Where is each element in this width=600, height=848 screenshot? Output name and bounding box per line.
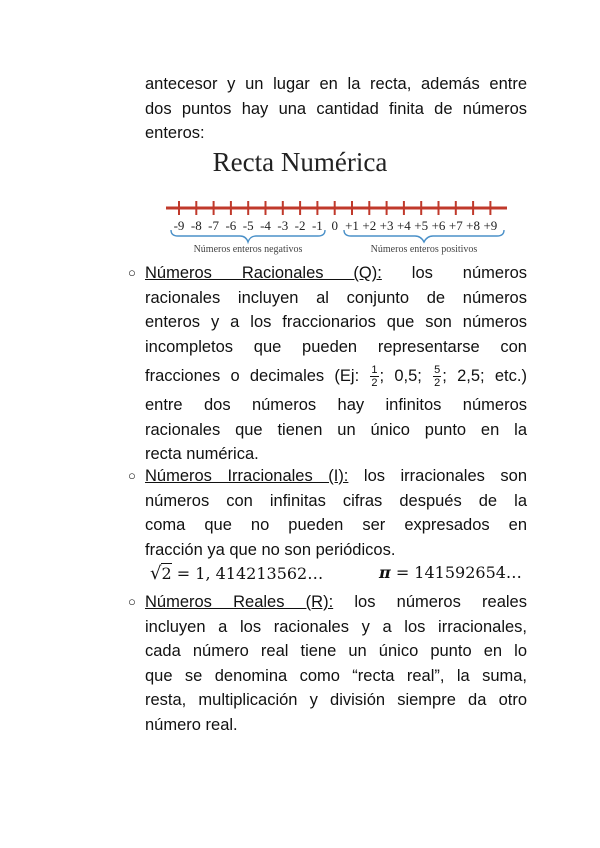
pi-value: = 141592654… bbox=[395, 563, 522, 582]
sqrt-value: = 1, 414213562… bbox=[176, 564, 324, 583]
number-line-label: -9 bbox=[173, 218, 185, 233]
number-line-label: -2 bbox=[294, 218, 306, 233]
irracionales-line: números con infinitas cifras después de la bbox=[145, 491, 527, 510]
number-line-label: -1 bbox=[311, 218, 323, 233]
reales-line: que se denomina como “recta real”, la suma, bbox=[145, 666, 527, 685]
racionales-text: fracciones o decimales (Ej: bbox=[145, 367, 360, 385]
number-line-label: +9 bbox=[483, 218, 498, 233]
number-line-label: -6 bbox=[225, 218, 237, 233]
pi-symbol: π bbox=[379, 563, 391, 582]
number-line-label: +3 bbox=[379, 218, 394, 233]
racionales-text: los números bbox=[411, 264, 528, 282]
sqrt-expression bbox=[150, 563, 323, 584]
bullet-icon: ○ bbox=[128, 468, 136, 483]
negative-caption: Números enteros negativos bbox=[193, 244, 303, 255]
racionales-text: ; 0,5; bbox=[379, 367, 422, 385]
number-line-label: +8 bbox=[466, 218, 481, 233]
figure-title: Recta Numérica bbox=[212, 147, 388, 177]
sqrt-radicand: 2 bbox=[161, 564, 172, 583]
number-line-label: +4 bbox=[396, 218, 411, 233]
racionales-line: enteros y a los fraccionarios que son números bbox=[145, 313, 527, 331]
pi-expression bbox=[379, 563, 522, 582]
number-line-label: -8 bbox=[190, 218, 202, 233]
bullet-icon: ○ bbox=[128, 265, 136, 280]
reales-line: resta, multiplicación y división siempre da otro bbox=[145, 691, 527, 709]
irracionales-line: coma que no pueden ser expresados en bbox=[145, 516, 527, 534]
number-line-label: +2 bbox=[362, 218, 377, 233]
racionales-line: incompletos que pueden representarse con bbox=[145, 337, 527, 356]
number-line-label: 0 bbox=[331, 218, 338, 233]
reales-line: incluyen a los racionales y a los irracionales, bbox=[145, 617, 527, 636]
positive-caption: Números enteros positivos bbox=[370, 244, 478, 255]
intro-paragraph bbox=[145, 72, 527, 146]
intro-line: antecesor y un lugar en la recta, además entre bbox=[145, 75, 527, 93]
fraction-five-halves: $\frac{5}{2}$ bbox=[434, 364, 441, 390]
racionales-line: recta numérica. bbox=[145, 445, 259, 463]
reales-line bbox=[145, 590, 527, 615]
reales-term: Números Reales (R): bbox=[145, 593, 334, 611]
number-line-label: +1 bbox=[345, 218, 359, 233]
racionales-line: racionales que tienen un único punto en la bbox=[145, 420, 527, 439]
racionales-line bbox=[145, 261, 527, 286]
racionales-line: entre dos números hay infinitos números bbox=[145, 396, 527, 414]
number-line-label: -7 bbox=[208, 218, 220, 233]
irracionales-line: fracción ya que no son periódicos. bbox=[145, 540, 396, 559]
racionales-term: Números Racionales (Q): bbox=[145, 264, 382, 282]
reales-line: cada número real tiene un único punto en lo bbox=[145, 642, 527, 660]
number-line-label: -4 bbox=[260, 218, 271, 233]
number-line-label: -3 bbox=[277, 218, 289, 233]
racionales-text: ; 2,5; etc.) bbox=[442, 367, 527, 385]
reales-text: los números reales bbox=[354, 593, 527, 611]
racionales-line bbox=[145, 359, 527, 393]
irracionales-term: Números Irracionales (I): bbox=[145, 467, 349, 485]
bullet-icon: ○ bbox=[128, 594, 136, 609]
fraction-one-half: $\frac{1}{2}$ bbox=[371, 364, 378, 390]
intro-line: dos puntos hay una cantidad finita de números bbox=[145, 99, 527, 118]
number-line-label: +5 bbox=[414, 218, 429, 233]
sqrt-symbol: √ bbox=[150, 563, 162, 584]
irracionales-text: los irracionales son bbox=[363, 467, 527, 485]
number-line-label: -5 bbox=[242, 218, 254, 233]
number-line-labels bbox=[174, 218, 498, 233]
irracionales-line bbox=[145, 464, 527, 489]
racionales-paragraph bbox=[145, 261, 527, 467]
intro-line: enteros: bbox=[145, 124, 205, 142]
number-line-label: +7 bbox=[448, 218, 463, 233]
reales-paragraph bbox=[145, 590, 527, 737]
irracionales-paragraph bbox=[145, 464, 527, 562]
racionales-line: racionales incluyen al conjunto de números bbox=[145, 288, 527, 307]
reales-line: número real. bbox=[145, 715, 238, 734]
number-line-label: +6 bbox=[431, 218, 446, 233]
